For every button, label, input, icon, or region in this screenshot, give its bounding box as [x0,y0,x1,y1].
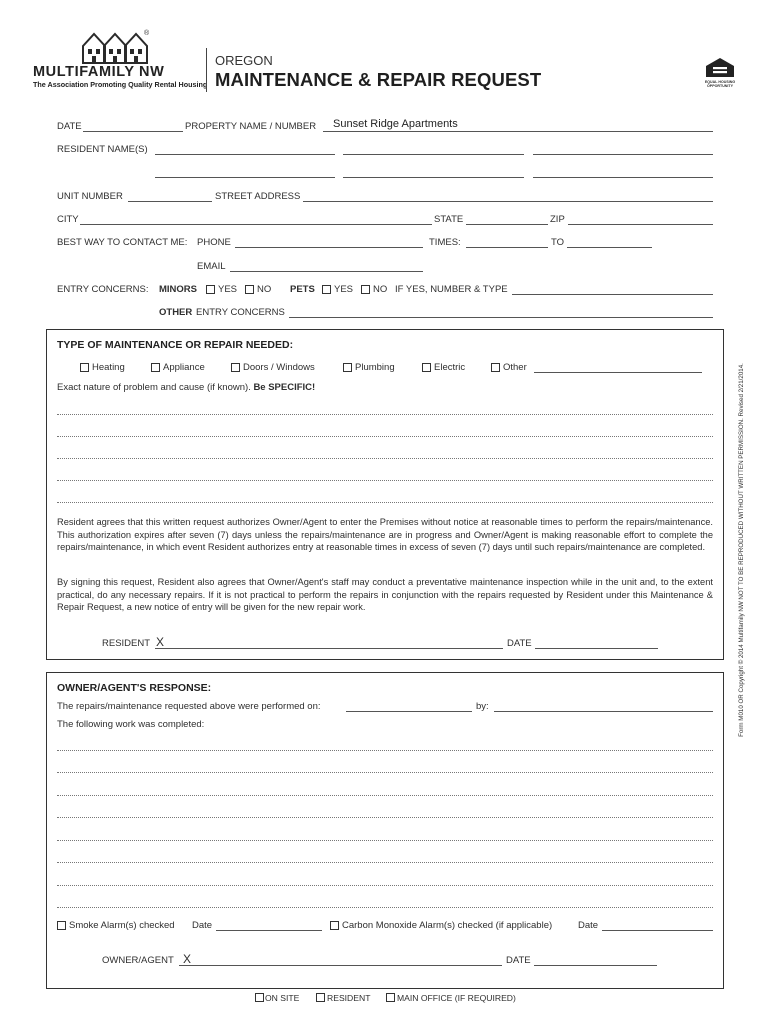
owner-signature-label: OWNER/AGENT [102,955,174,966]
doors-windows-checkbox[interactable] [231,363,240,372]
co-alarm-checkbox[interactable] [330,921,339,930]
work-line[interactable] [57,840,713,841]
houses-logo-icon [80,30,150,66]
resident-names-label: RESIDENT NAME(S) [57,144,148,155]
pets-no-label: NO [373,284,388,295]
resident-copy-checkbox[interactable] [316,993,325,1002]
resident-name-field-5[interactable] [343,177,524,178]
by-label: by: [476,701,489,712]
plumbing-checkbox[interactable] [343,363,352,372]
nature-bold: Be SPECIFIC! [253,382,316,393]
agreement-paragraph-2: By signing this request, Resident also agrees that Owner/Agent's staff may conduct a preventative maintenance inspection while in the unit and, to the extent practical, do any necessary repairs. If it is not practical to perform the repairs in conjunction with the repairs requested by Resident under this Maintenance & Repair Request, a new notice of entry will be given for the new repair work. [57,577,713,613]
pets-no-checkbox[interactable] [361,285,370,294]
on-site-label: ON SITE [265,993,300,1003]
copyright-side-note: Form M010 OR Copyright © 2014 Multifamily NW NOT TO BE REPRODUCED WITHOUT WRITTEN PERMISSION. Revised 2/21/2014. [738,363,745,737]
other-label: OTHER [159,307,193,318]
phone-label: PHONE [197,237,231,248]
page-title: MAINTENANCE & REPAIR REQUEST [215,69,542,90]
performed-on-label: The repairs/maintenance requested above were performed on: [57,701,321,712]
owner-signature-x: X [183,952,192,966]
street-address-label: STREET ADDRESS [215,191,301,202]
copyright-side-note-wrapper [736,320,748,780]
nature-text: Exact nature of problem and cause (if known). [57,382,251,393]
pets-type-field[interactable] [512,294,713,295]
times-to-field[interactable] [567,247,652,248]
smoke-date-field[interactable] [216,930,322,931]
unit-number-label: UNIT NUMBER [57,191,123,202]
pets-yes-checkbox[interactable] [322,285,331,294]
header-divider [206,48,207,92]
response-heading: OWNER/AGENT'S RESPONSE: [57,682,212,694]
agreement-paragraph-1: Resident agrees that this written request authorizes Owner/Agent to enter the Premises without notice at reasonable times to perform the repairs/maintenance. This authorization expires after seven (7) days unless the repairs/maintenance are in progress and Owner/Agent is making reasonable effort to complete the repairs/maintenance, in which event Resident authorizes entry at reasonable times in excess of seven (7) days until such repairs/maintenance are completed. [57,517,713,553]
owner-date-field[interactable] [534,965,657,966]
resident-copy-label: RESIDENT [327,993,371,1003]
co-date-field[interactable] [602,930,713,931]
owner-signature-field[interactable] [179,965,502,966]
description-line[interactable] [57,436,713,437]
doors-windows-label: Doors / Windows [243,362,315,373]
co-date-label: Date [578,920,599,931]
smoke-date-label: Date [192,920,213,931]
pets-yes-label: YES [334,284,354,295]
resident-signature-field[interactable] [155,648,503,649]
resident-name-field-4[interactable] [155,177,335,178]
city-field[interactable] [80,224,432,225]
work-line[interactable] [57,862,713,863]
state-label: OREGON [215,53,273,68]
description-line[interactable] [57,458,713,459]
contact-label: BEST WAY TO CONTACT ME: [57,237,188,248]
description-line[interactable] [57,480,713,481]
smoke-alarm-label: Smoke Alarm(s) checked [69,920,175,931]
to-label: TO [551,237,565,248]
minors-yes-label: YES [218,284,238,295]
main-office-checkbox[interactable] [386,993,395,1002]
minors-no-checkbox[interactable] [245,285,254,294]
property-field[interactable] [323,131,713,132]
minors-label: MINORS [159,284,197,295]
work-line[interactable] [57,907,713,908]
minors-no-label: NO [257,284,272,295]
nature-instruction [57,382,315,394]
email-label: EMAIL [197,261,226,272]
resident-signature-x: X [156,635,165,649]
logo-tagline: The Association Promoting Quality Rental Housing [33,80,208,89]
main-office-label: MAIN OFFICE (IF REQUIRED) [397,993,516,1003]
property-label: PROPERTY NAME / NUMBER [185,121,317,132]
zip-label: ZIP [550,214,565,225]
work-line[interactable] [57,772,713,773]
plumbing-label: Plumbing [355,362,395,373]
state-field-label: STATE [434,214,464,225]
resident-name-field-3[interactable] [533,154,713,155]
heating-label: Heating [92,362,125,373]
resident-date-field[interactable] [535,648,658,649]
completed-work-label: The following work was completed: [57,719,205,730]
maintenance-heading: TYPE OF MAINTENANCE OR REPAIR NEEDED: [57,339,294,351]
resident-signature-label: RESIDENT [102,638,151,649]
performed-on-field[interactable] [346,711,472,712]
work-line[interactable] [57,750,713,751]
phone-field[interactable] [235,247,423,248]
electric-checkbox[interactable] [422,363,431,372]
pets-label: PETS [290,284,315,295]
times-from-field[interactable] [466,247,548,248]
property-value[interactable]: Sunset Ridge Apartments [333,118,458,130]
owner-date-label: DATE [506,955,531,966]
unit-number-field[interactable] [128,201,212,202]
heating-checkbox[interactable] [80,363,89,372]
other-entry-field[interactable] [289,317,713,318]
performed-by-field[interactable] [494,711,713,712]
resident-name-field-1[interactable] [155,154,335,155]
appliance-label: Appliance [163,362,205,373]
city-label: CITY [57,214,79,225]
email-field[interactable] [230,271,423,272]
date-label: DATE [57,121,82,132]
zip-field[interactable] [568,224,713,225]
eho-text: EQUAL HOUSING OPPORTUNITY [704,80,736,88]
state-field[interactable] [466,224,548,225]
street-address-field[interactable] [303,201,713,202]
work-line[interactable] [57,795,713,796]
other-type-field[interactable] [534,372,702,373]
on-site-checkbox[interactable] [255,993,264,1002]
equal-housing-icon [703,57,737,79]
other-type-checkbox[interactable] [491,363,500,372]
if-yes-label: IF YES, NUMBER & TYPE [395,284,508,295]
resident-name-field-2[interactable] [343,154,524,155]
times-label: TIMES: [429,237,461,248]
work-line[interactable] [57,885,713,886]
registered-mark: ® [144,30,150,37]
description-line[interactable] [57,502,713,503]
minors-yes-checkbox[interactable] [206,285,215,294]
resident-name-field-6[interactable] [533,177,713,178]
logo-name: MULTIFAMILY NW [33,64,165,80]
description-line[interactable] [57,414,713,415]
co-alarm-label: Carbon Monoxide Alarm(s) checked (if applicable) [342,920,553,931]
smoke-alarm-checkbox[interactable] [57,921,66,930]
date-field[interactable] [83,131,183,132]
work-line[interactable] [57,817,713,818]
electric-label: Electric [434,362,466,373]
resident-date-label: DATE [507,638,532,649]
appliance-checkbox[interactable] [151,363,160,372]
other-entry-label: ENTRY CONCERNS [196,307,285,318]
entry-concerns-label: ENTRY CONCERNS: [57,284,149,295]
other-type-label: Other [503,362,527,373]
